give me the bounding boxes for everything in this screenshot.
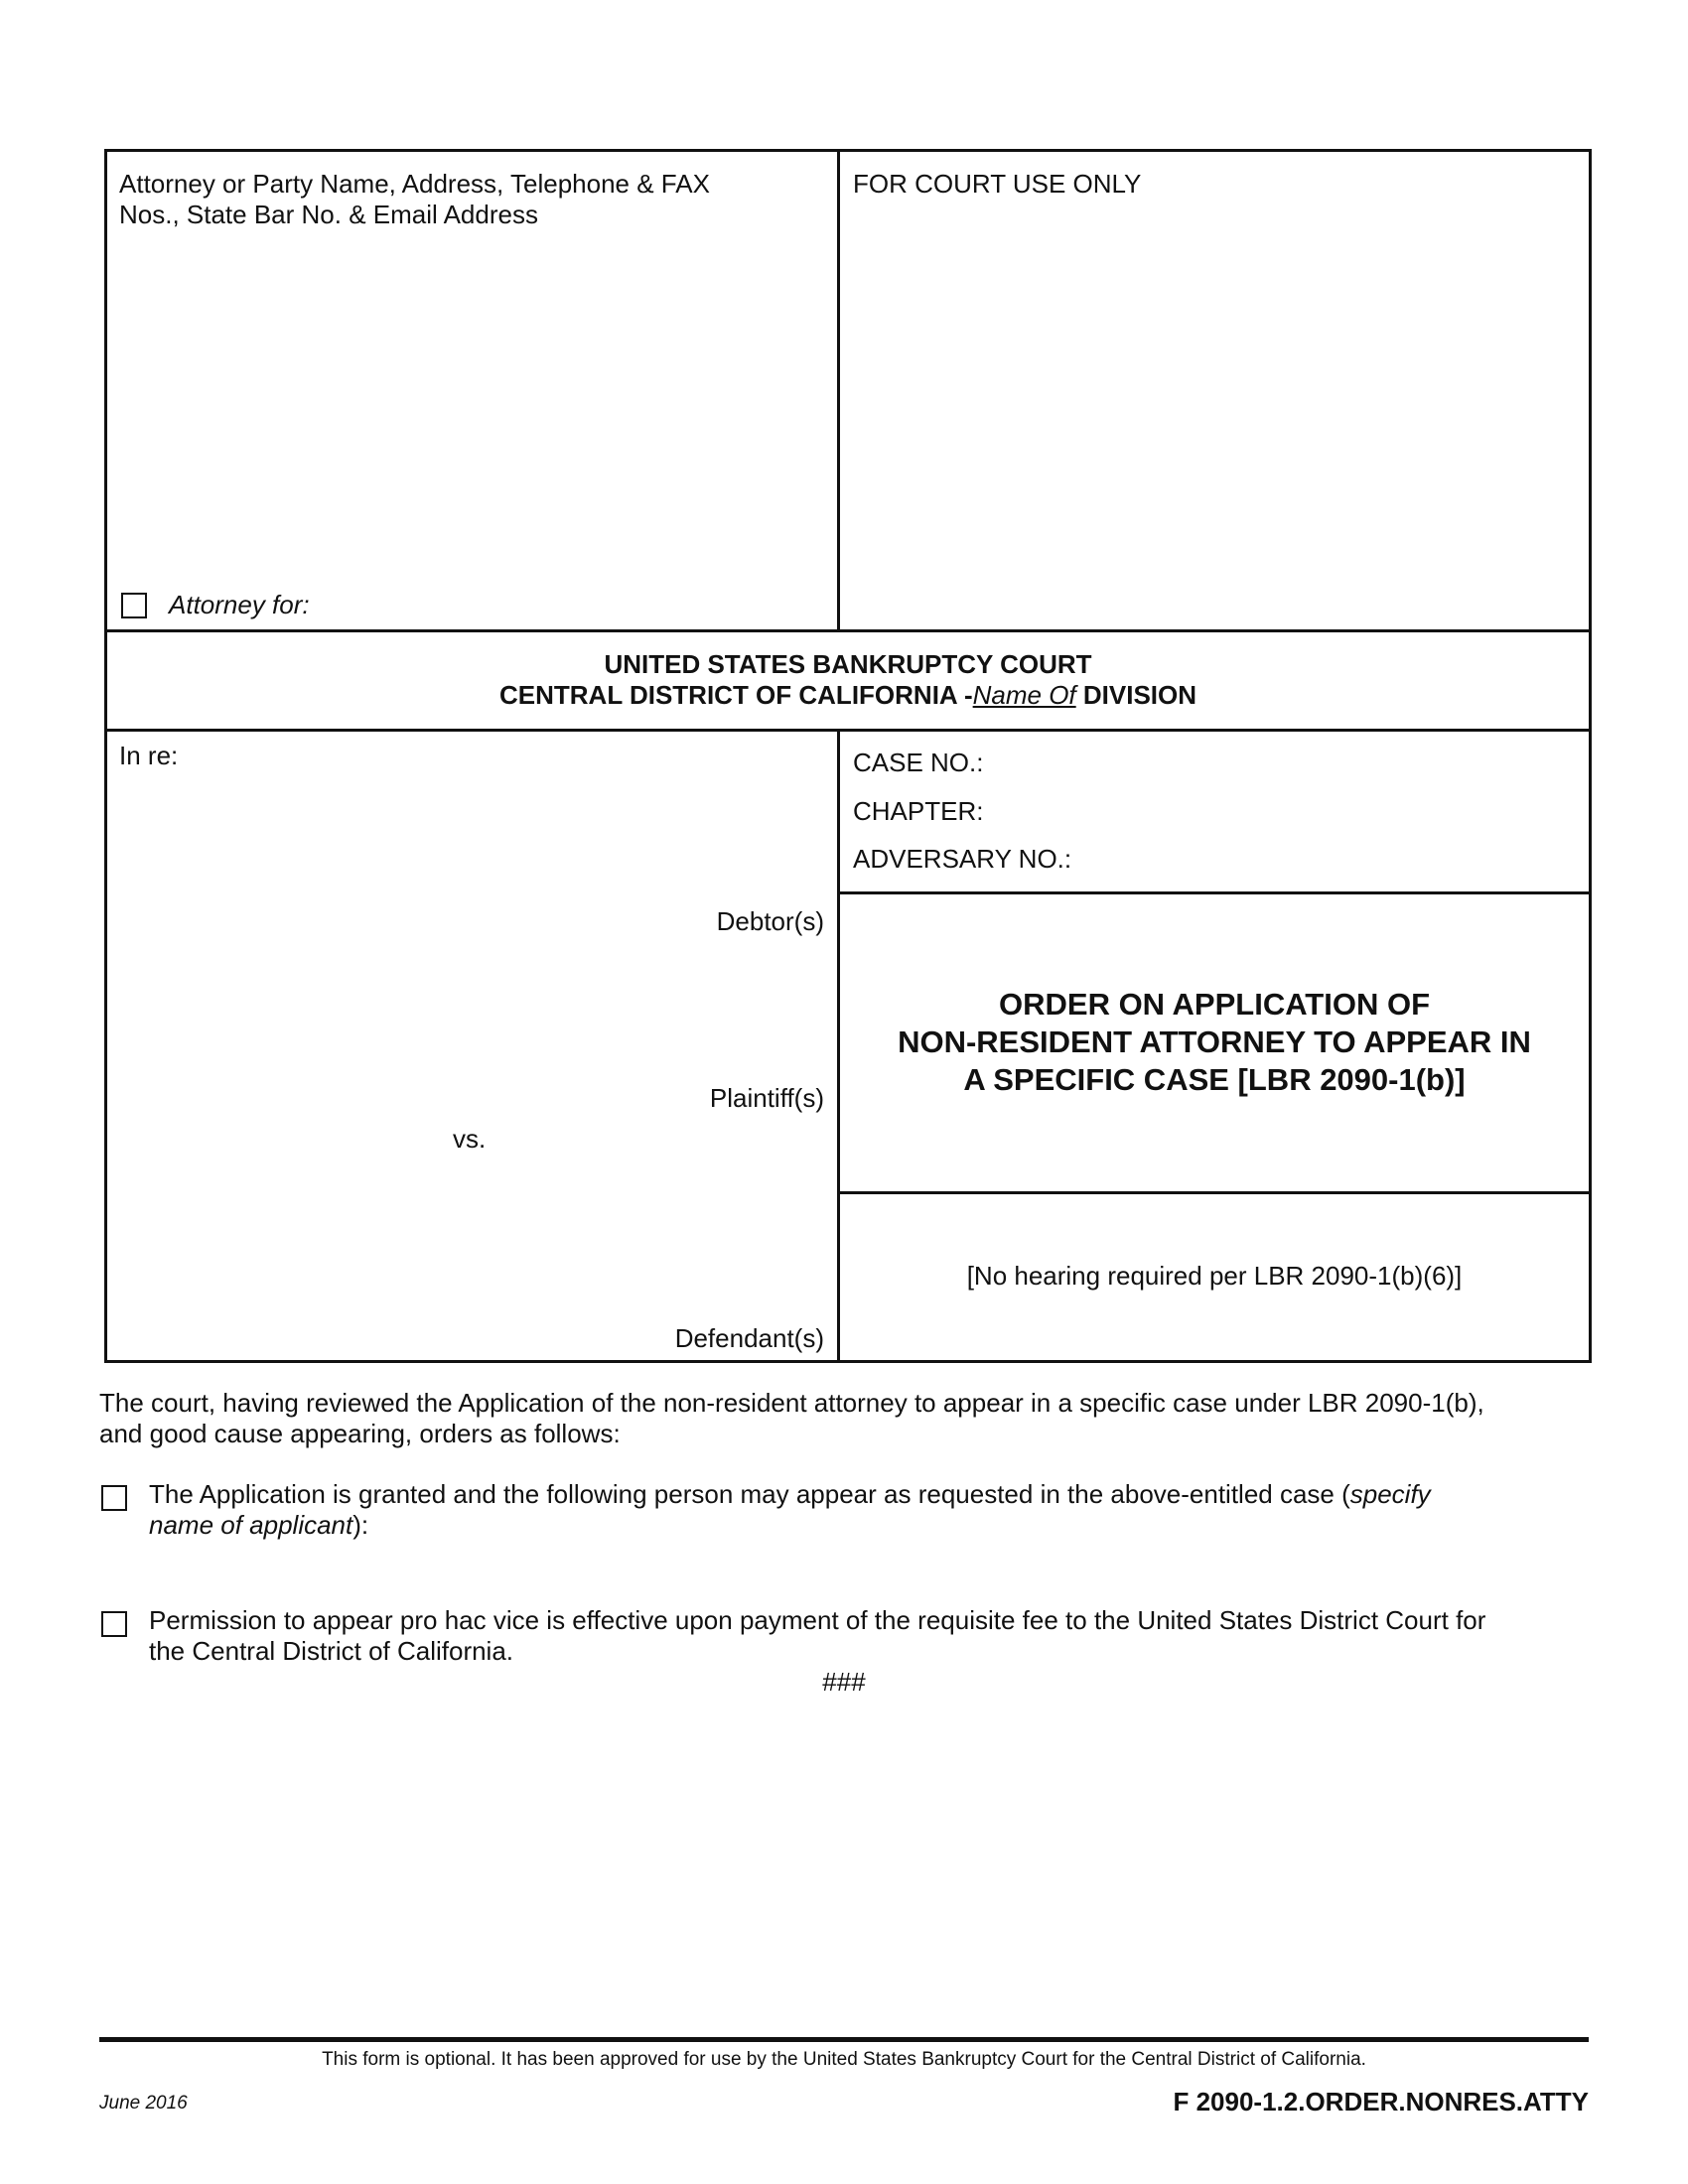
order-title-line3: A SPECIFIC CASE [LBR 2090-1(b)] <box>963 1062 1466 1097</box>
pro-hac-vice-checkbox[interactable] <box>101 1611 127 1637</box>
attorney-info-label <box>119 169 814 230</box>
vs-label: vs. <box>453 1124 487 1154</box>
pro-hac-vice-line1: Permission to appear pro hac vice is effective upon payment of the requisite fee to the United States District Court for <box>149 1605 1486 1635</box>
plaintiff-label: Plaintiff(s) <box>709 1083 824 1113</box>
name-of-applicant-hint: name of applicant <box>149 1510 353 1540</box>
application-granted-label: The Application is granted and the following person may appear as requested in the above-entitled case ( <box>149 1479 1350 1509</box>
footer-rule <box>99 2037 1589 2042</box>
table-border-right <box>1589 149 1592 1363</box>
specify-hint: specify <box>1349 1479 1431 1509</box>
footer-note: This form is optional. It has been approved for use by the United States Bankruptcy Court for the Central District of California. <box>322 2049 1366 2070</box>
divider-header <box>104 629 1592 632</box>
case-no-label: CASE NO.: <box>853 748 984 777</box>
divider-court <box>104 729 1592 732</box>
court-name-line2 <box>107 680 1589 711</box>
debtor-label: Debtor(s) <box>716 906 824 936</box>
chapter-label: CHAPTER: <box>853 796 984 826</box>
order-title <box>840 986 1589 1099</box>
court-use-label: FOR COURT USE ONLY <box>853 169 1142 199</box>
court-division-suffix: DIVISION <box>1075 680 1197 710</box>
application-granted-checkbox[interactable] <box>101 1485 127 1511</box>
end-of-order-mark: ### <box>822 1667 866 1697</box>
court-name <box>107 649 1589 711</box>
table-border-top <box>104 149 1592 152</box>
divider-case-info <box>838 891 1592 894</box>
in-re-label: In re: <box>119 741 179 770</box>
footer-form-id: F 2090-1.2.ORDER.NONRES.ATTY <box>1173 2087 1589 2116</box>
division-name-placeholder[interactable]: Name Of <box>972 680 1076 710</box>
divider-title <box>838 1191 1592 1194</box>
defendant-label: Defendant(s) <box>674 1323 824 1353</box>
attorney-info-label-line1: Attorney or Party Name, Address, Telephone & FAX <box>119 169 710 199</box>
order-title-line2: NON-RESIDENT ATTORNEY TO APPEAR IN <box>898 1024 1531 1059</box>
hearing-note: [No hearing required per LBR 2090-1(b)(6)] <box>966 1261 1463 1291</box>
adversary-no-label: ADVERSARY NO.: <box>853 844 1072 874</box>
table-border-bottom <box>104 1360 1592 1363</box>
application-granted-end: ): <box>352 1510 369 1540</box>
footer-date: June 2016 <box>99 2093 188 2114</box>
court-name-line1: UNITED STATES BANKRUPTCY COURT <box>604 649 1092 679</box>
order-title-line1: ORDER ON APPLICATION OF <box>999 987 1430 1022</box>
attorney-info-label-line2: Nos., State Bar No. & Email Address <box>119 200 538 229</box>
court-district: CENTRAL DISTRICT OF CALIFORNIA - <box>498 680 973 710</box>
order-intro-line1: The court, having reviewed the Application of the non-resident attorney to appear in a specific case under LBR 2090-1(b), <box>99 1388 1484 1418</box>
attorney-for-checkbox[interactable] <box>121 593 147 618</box>
pro-hac-vice-line2: the Central District of California. <box>149 1636 514 1666</box>
attorney-for-label: Attorney for: <box>169 590 310 619</box>
order-intro <box>99 1388 1609 1449</box>
divider-vertical-top <box>837 149 840 631</box>
table-border-left <box>104 149 107 1363</box>
application-granted-text <box>149 1479 1589 1541</box>
order-intro-line2: and good cause appearing, orders as follows: <box>99 1419 621 1448</box>
pro-hac-vice-text <box>149 1605 1599 1667</box>
